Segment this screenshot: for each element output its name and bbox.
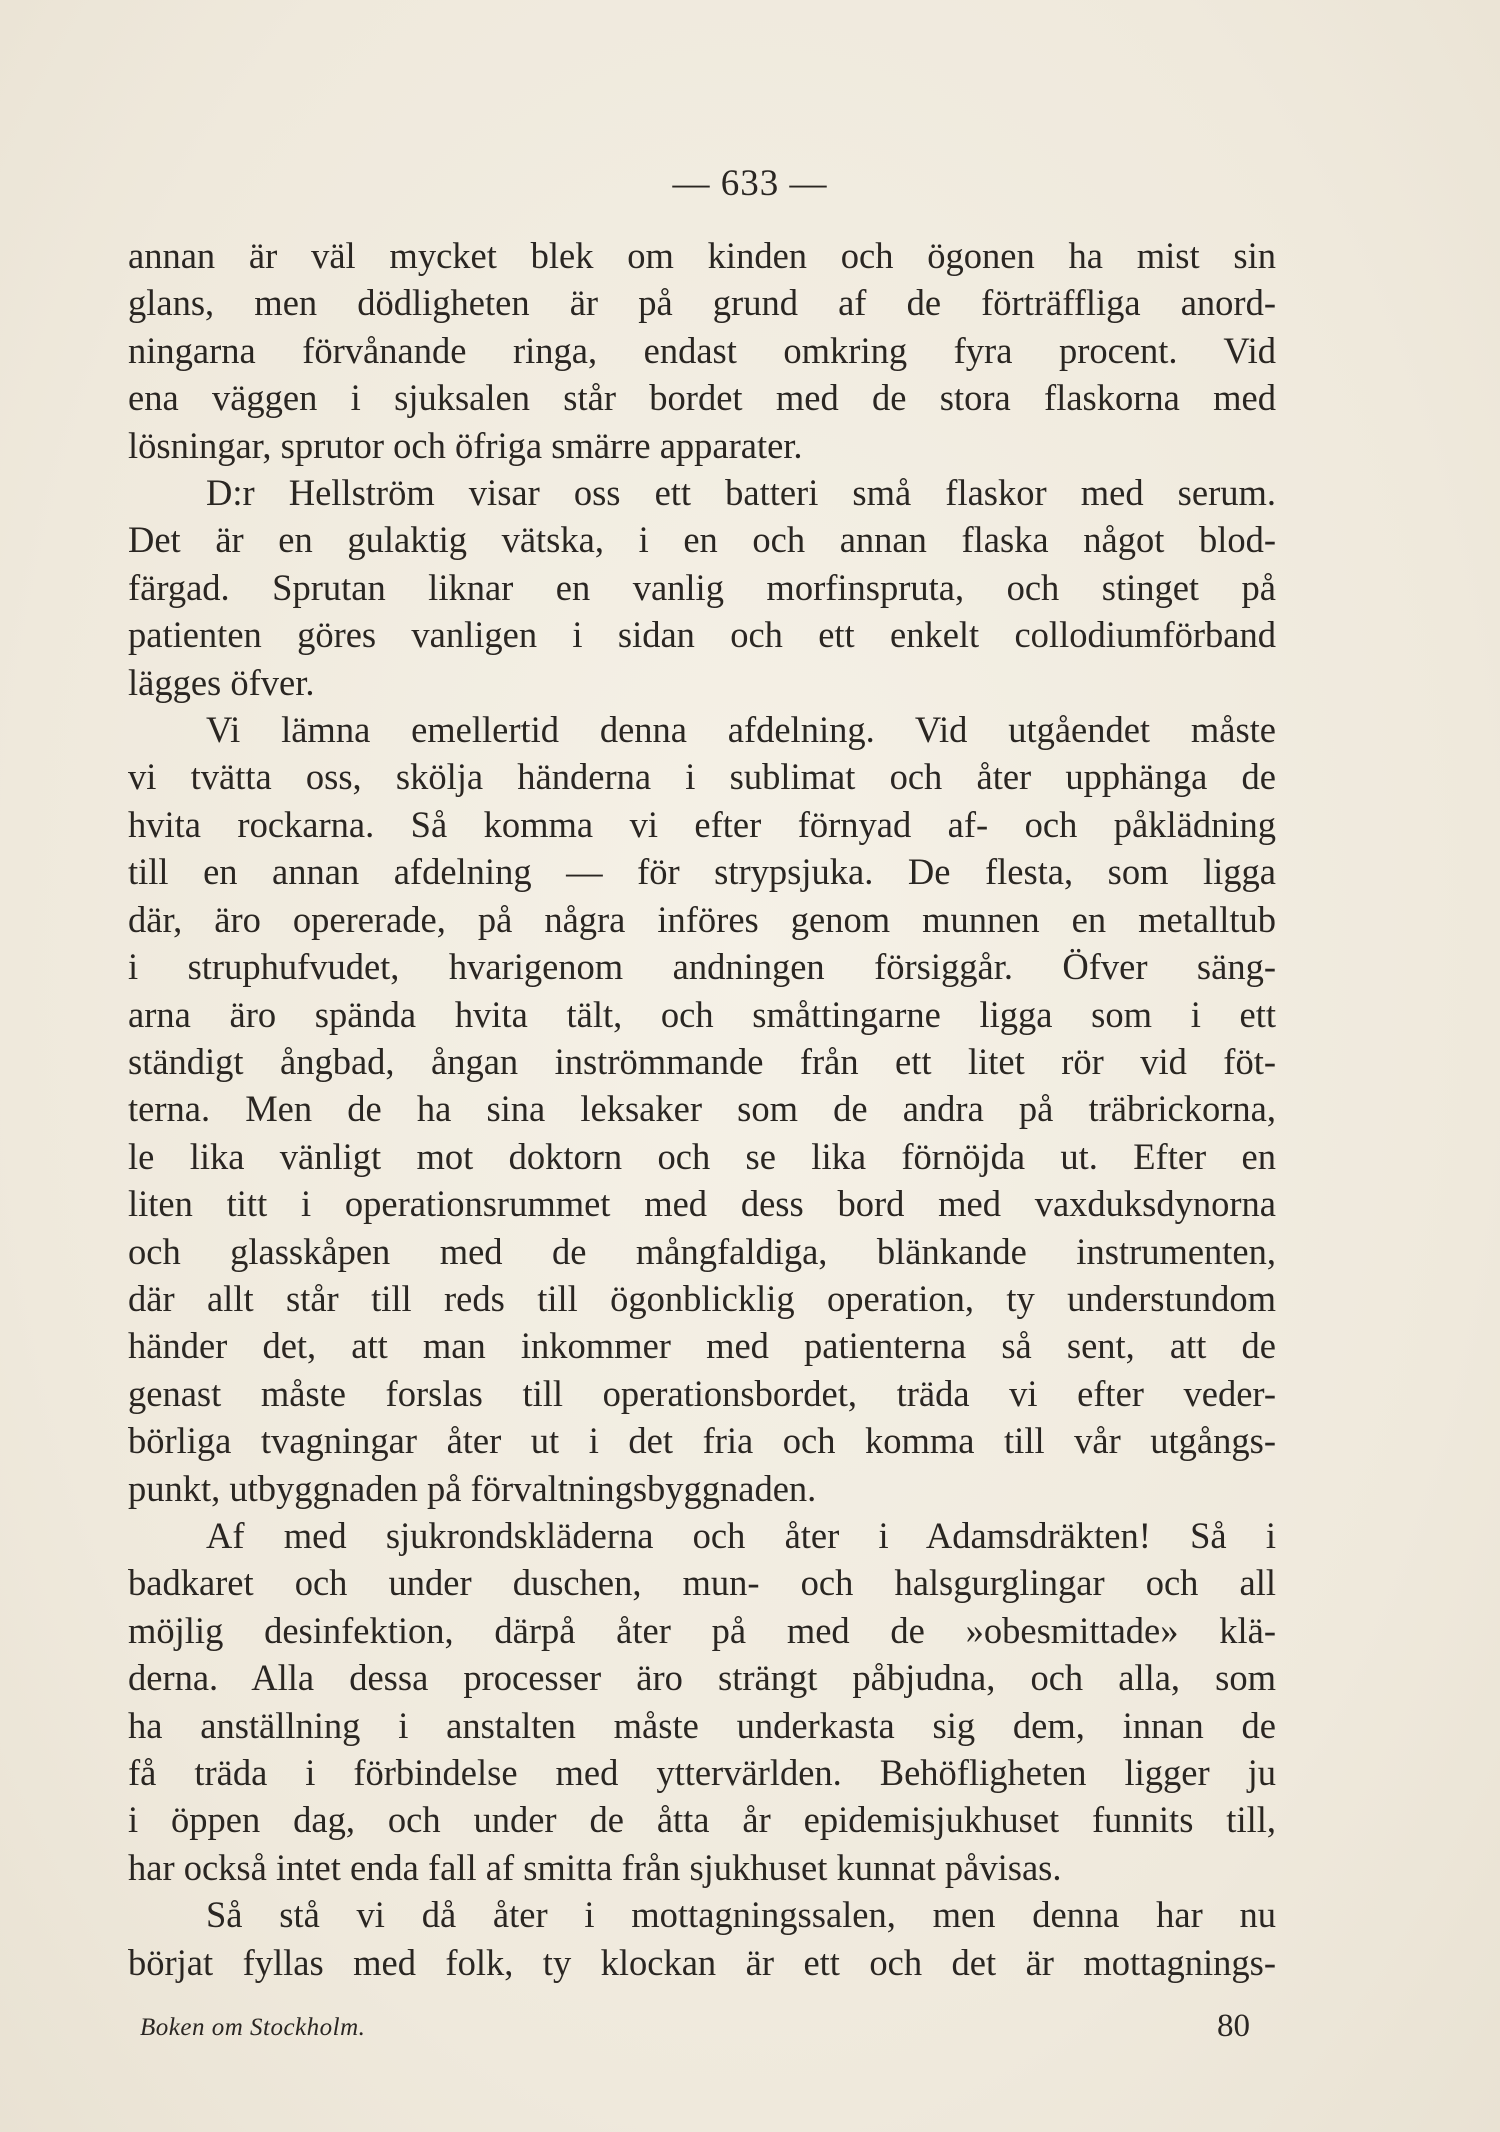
text-line: vi tvätta oss, skölja händerna i sublimat och åter upphänga de — [128, 756, 1276, 798]
body-text — [128, 232, 1276, 1986]
text-line: ha anställning i anstalten måste underkasta sig dem, innan de — [128, 1704, 1276, 1746]
text-line: och glasskåpen med de mångfaldiga, blänkande instrumenten, — [128, 1230, 1276, 1272]
text-line: badkaret och under duschen, mun- och halsgurglingar och all — [128, 1562, 1276, 1604]
text-line: arna äro spända hvita tält, och småttingarne ligga som i ett — [128, 993, 1276, 1035]
text-line: D:r Hellström visar oss ett batteri små flaskor med serum. — [206, 472, 1276, 514]
text-line: möjlig desinfektion, därpå åter på med de »obesmittade» klä- — [128, 1609, 1276, 1651]
text-line: lösningar, sprutor och öfriga smärre apparater. — [128, 424, 803, 466]
text-line: där allt står till reds till ögonblicklig operation, ty understundom — [128, 1277, 1276, 1319]
text-line: börliga tvagningar åter ut i det fria och komma till vår utgångs- — [128, 1420, 1276, 1462]
text-line: färgad. Sprutan liknar en vanlig morfinspruta, och stinget på — [128, 566, 1276, 608]
text-line: patienten göres vanligen i sidan och ett enkelt collodiumförband — [128, 614, 1276, 656]
text-line: Af med sjukrondskläderna och åter i Adamsdräkten! Så i — [206, 1514, 1276, 1556]
text-line: Det är en gulaktig vätska, i en och annan flaska något blod- — [128, 519, 1276, 561]
text-line: i struphufvudet, hvarigenom andningen försiggår. Öfver säng- — [128, 946, 1276, 988]
text-line: där, äro opererade, på några införes genom munnen en metalltub — [128, 898, 1276, 940]
text-line: derna. Alla dessa processer äro strängt påbjudna, och alla, som — [128, 1657, 1276, 1699]
text-line: punkt, utbyggnaden på förvaltningsbyggnaden. — [128, 1467, 817, 1509]
text-line: har också intet enda fall af smitta från sjukhuset kunnat påvisas. — [128, 1846, 1062, 1888]
text-line: terna. Men de ha sina leksaker som de andra på träbrickorna, — [128, 1088, 1276, 1130]
text-line: lägges öfver. — [128, 661, 315, 703]
text-line: Vi lämna emellertid denna afdelning. Vid utgåendet måste — [206, 709, 1276, 751]
text-line: hvita rockarna. Så komma vi efter förnyad af- och påklädning — [128, 803, 1276, 845]
text-line: händer det, att man inkommer med patienterna så sent, att de — [128, 1325, 1276, 1367]
text-line: annan är väl mycket blek om kinden och ögonen ha mist sin — [128, 235, 1276, 276]
text-line: till en annan afdelning — för strypsjuka. De flesta, som ligga — [128, 851, 1276, 893]
page-footer — [140, 2008, 1250, 2048]
text-line: liten titt i operationsrummet med dess bord med vaxduksdynorna — [128, 1183, 1276, 1225]
text-line: ständigt ångbad, ångan inströmmande från ett litet rör vid föt- — [128, 1040, 1276, 1082]
text-line: i öppen dag, och under de åtta år epidemisjukhuset funnits till, — [128, 1799, 1276, 1841]
text-line: få träda i förbindelse med yttervärlden. Behöfligheten ligger ju — [128, 1752, 1276, 1793]
text-line: Så stå vi då åter i mottagningssalen, men denna har nu — [206, 1894, 1276, 1936]
text-line: genast måste forslas till operationsbordet, träda vi efter veder- — [128, 1372, 1276, 1414]
text-line: ena väggen i sjuksalen står bordet med de stora flaskorna med — [128, 377, 1276, 419]
page-number-header: — 633 — — [672, 163, 828, 204]
signature-mark: Boken om Stockholm. — [140, 2014, 366, 2041]
text-line: glans, men dödligheten är på grund af de förträffliga anord- — [128, 282, 1276, 324]
sheet-number: 80 — [1217, 2008, 1250, 2044]
text-line: le lika vänligt mot doktorn och se lika förnöjda ut. Efter en — [128, 1135, 1276, 1177]
text-line: ningarna förvånande ringa, endast omkring fyra procent. Vid — [128, 329, 1276, 371]
text-line: börjat fyllas med folk, ty klockan är ett och det är mottagnings- — [128, 1941, 1276, 1983]
